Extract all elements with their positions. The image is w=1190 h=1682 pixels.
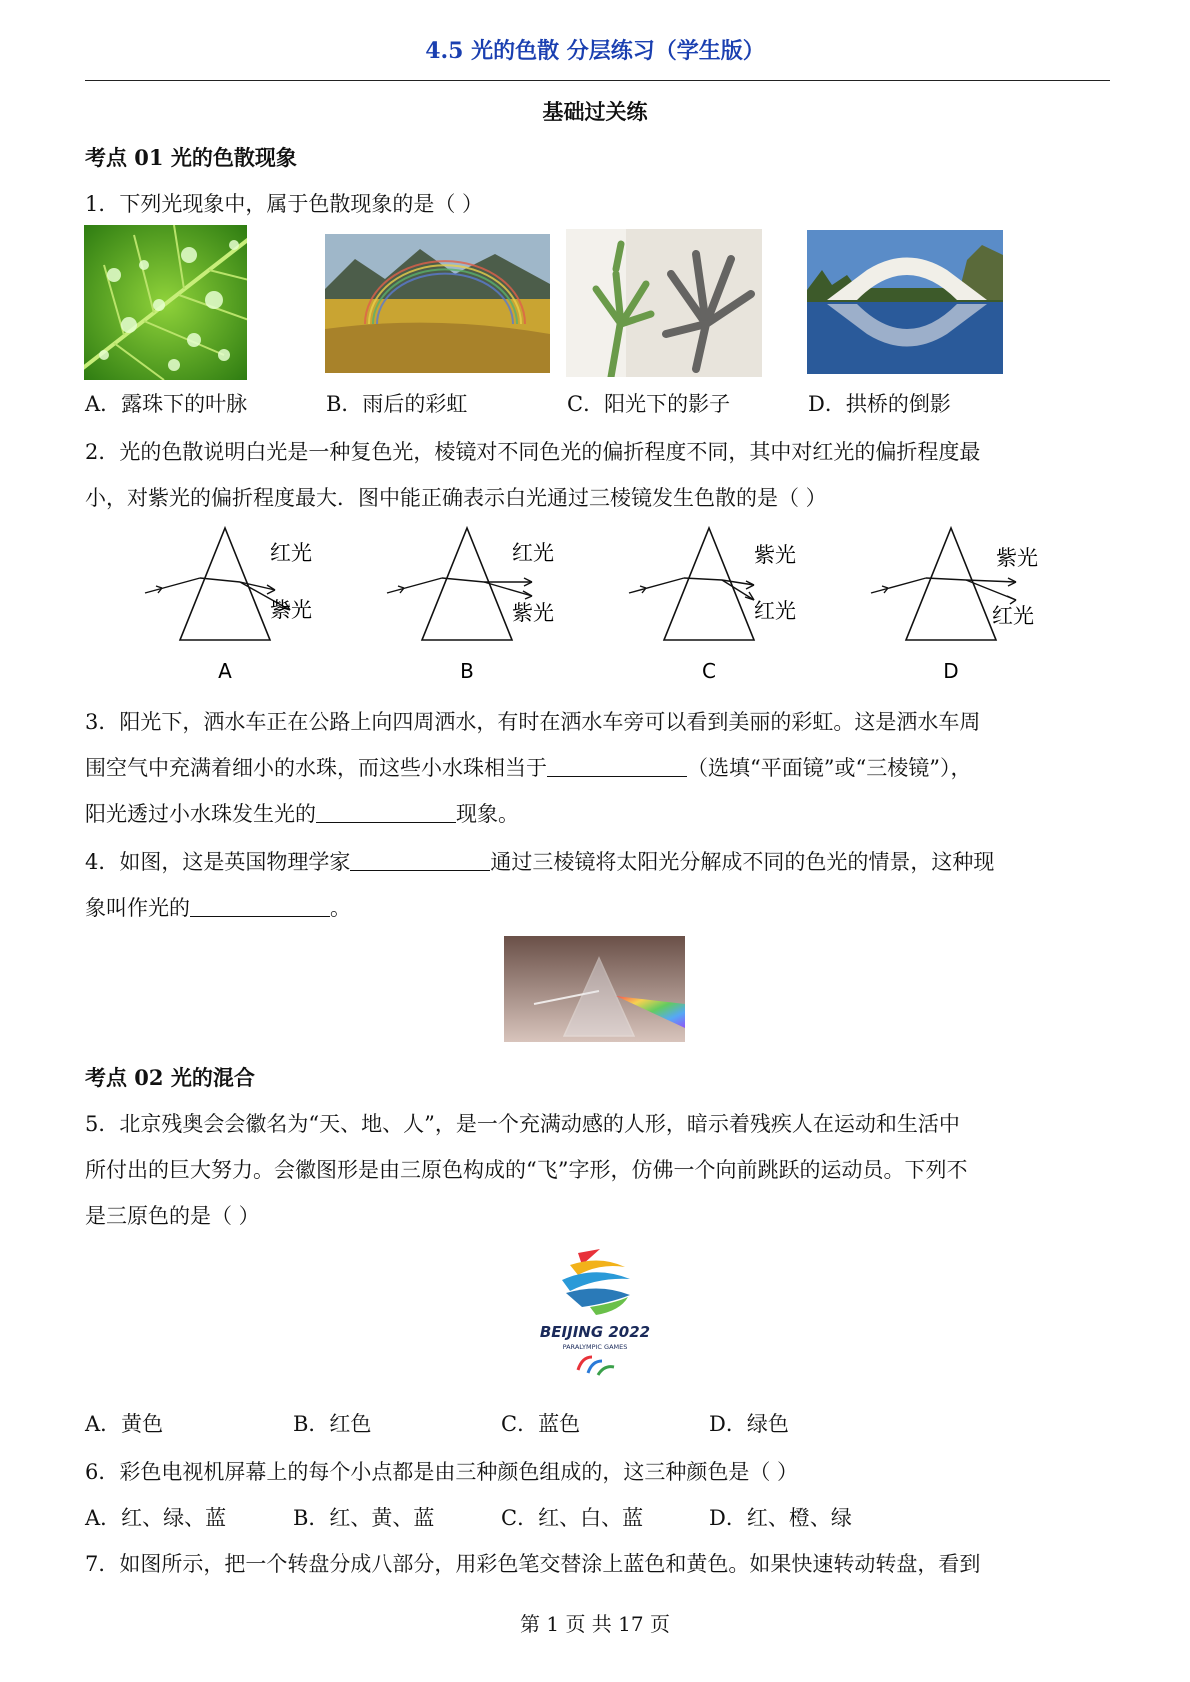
q2-line-2: 小，对紫光的偏折程度最大．图中能正确表示白光通过三棱镜发生色散的是（ ） <box>85 486 827 510</box>
prism-c-bottom-label: 红光 <box>754 599 796 623</box>
q3-line-3 <box>85 798 519 828</box>
prism-diagram-d <box>866 520 1056 690</box>
q5-option-d: D．绿色 <box>709 1412 789 1436</box>
q4-line-2-start: 象叫作光的 <box>85 896 190 920</box>
logo-wordmark: BEIJING 2022 <box>539 1323 651 1341</box>
q5-option-c: C．蓝色 <box>501 1412 581 1436</box>
q4-image-prism-photo <box>504 936 685 1042</box>
q3-line-2-start: 围空气中充满着细小的水珠，而这些小水珠相当于 <box>85 756 547 780</box>
prism-a-letter: A <box>218 659 232 683</box>
q1-image-bridge <box>807 230 1003 374</box>
q1-option-c: C．阳光下的影子 <box>567 392 731 416</box>
q4-line-1-start: 4．如图，这是英国物理学家 <box>85 850 351 874</box>
q6-option-b: B．红、黄、蓝 <box>293 1506 435 1530</box>
prism-a-bottom-label: 紫光 <box>270 598 312 622</box>
prism-b-bottom-label: 紫光 <box>512 601 554 625</box>
q5-line-1: 5．北京残奥会会徽名为“天、地、人”，是一个充满动感的人形，暗示着残疾人在运动和生活中 <box>85 1112 960 1136</box>
q5-option-a: A．黄色 <box>85 1412 164 1436</box>
kp2-heading: 考点 02 光的混合 <box>85 1065 255 1090</box>
page-number: 第 1 页 共 17 页 <box>520 1612 670 1636</box>
prism-b-top-label: 红光 <box>512 541 554 565</box>
prism-c-top-label: 紫光 <box>754 543 796 567</box>
q6-option-a: A．红、绿、蓝 <box>85 1506 227 1530</box>
q1-image-rainbow <box>325 234 550 373</box>
prism-b-letter: B <box>460 659 474 683</box>
header-divider <box>85 80 1110 81</box>
q3-line-3-start: 阳光透过小水珠发生光的 <box>85 802 316 826</box>
q1-option-a: A．露珠下的叶脉 <box>85 392 248 416</box>
q1-stem: 1．下列光现象中，属于色散现象的是（ ） <box>85 192 484 216</box>
q2-line-1: 2．光的色散说明白光是一种复色光，棱镜对不同色光的偏折程度不同，其中对红光的偏折程度最 <box>85 440 981 464</box>
q4-line-2-end: 。 <box>330 896 351 920</box>
prism-d-bottom-label: 红光 <box>992 604 1034 628</box>
q1-option-d: D．拱桥的倒影 <box>808 392 951 416</box>
q4-line-1 <box>85 846 994 876</box>
logo-subtitle: PARALYMPIC GAMES <box>562 1343 628 1351</box>
q1-image-leaf <box>84 225 247 380</box>
q5-option-b: B．红色 <box>293 1412 372 1436</box>
q1-image-shadow <box>566 229 762 377</box>
q3-answer-blank-1[interactable] <box>547 756 687 777</box>
prism-d-letter: D <box>943 659 959 683</box>
prism-d-top-label: 紫光 <box>996 546 1038 570</box>
q5-line-3: 是三原色的是（ ） <box>85 1204 260 1228</box>
q1-option-b: B．雨后的彩虹 <box>326 392 468 416</box>
prism-diagram-a <box>140 520 330 690</box>
q3-answer-blank-2[interactable] <box>316 802 456 823</box>
q4-line-1-end: 通过三棱镜将太阳光分解成不同的色光的情景，这种现 <box>490 850 995 874</box>
prism-a-top-label: 红光 <box>270 541 312 565</box>
prism-diagram-b <box>382 520 572 690</box>
kp1-heading: 考点 01 光的色散现象 <box>85 145 297 170</box>
q6-option-d: D．红、橙、绿 <box>709 1506 852 1530</box>
prism-diagram-c <box>624 520 814 690</box>
q4-answer-blank-2[interactable] <box>190 896 330 917</box>
q5-line-2: 所付出的巨大努力。会徽图形是由三原色构成的“飞”字形，仿佛一个向前跳跃的运动员。下列不 <box>85 1158 968 1182</box>
q7-line-1: 7．如图所示，把一个转盘分成八部分，用彩色笔交替涂上蓝色和黄色。如果快速转动转盘，看到 <box>85 1552 981 1576</box>
q3-line-2 <box>85 752 971 782</box>
document-title: 4.5 光的色散 分层练习（学生版） <box>425 38 765 64</box>
q6-stem: 6．彩色电视机屏幕上的每个小点都是由三种颜色组成的，这三种颜色是（ ） <box>85 1460 799 1484</box>
q4-line-2 <box>85 892 351 922</box>
q4-answer-blank-1[interactable] <box>350 850 490 871</box>
q3-line-1: 3．阳光下，洒水车正在公路上向四周洒水，有时在洒水车旁可以看到美丽的彩虹。这是洒水车周 <box>85 710 981 734</box>
q3-line-3-end: 现象。 <box>456 802 519 826</box>
prism-c-letter: C <box>702 659 716 683</box>
q3-line-2-end: （选填“平面镜”或“三棱镜”）， <box>687 756 972 780</box>
section-title: 基础过关练 <box>542 99 648 124</box>
q6-option-c: C．红、白、蓝 <box>501 1506 644 1530</box>
q5-paralympic-logo <box>530 1245 660 1385</box>
